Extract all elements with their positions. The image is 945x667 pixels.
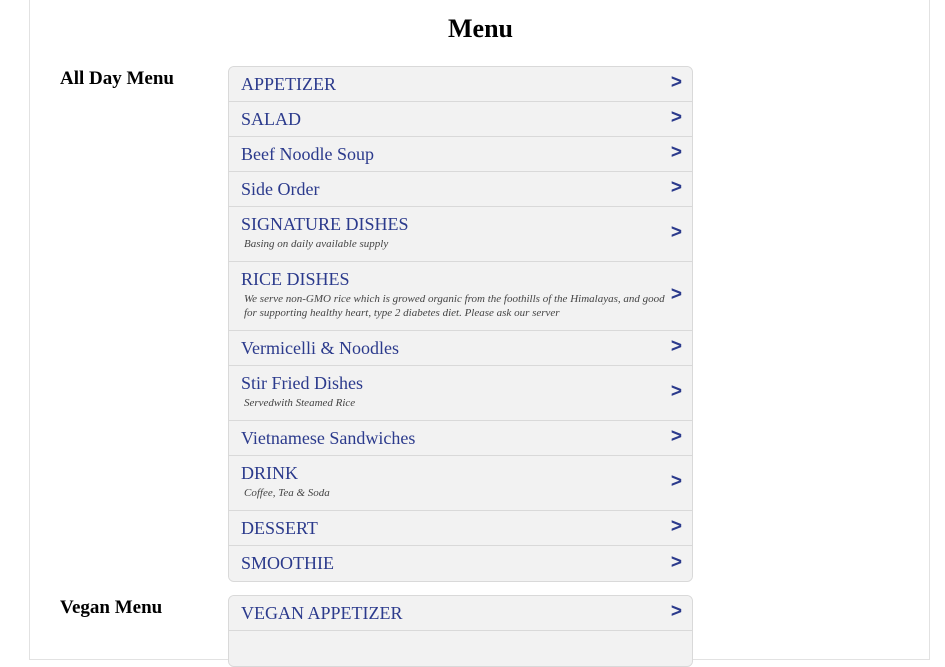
chevron-right-icon: > (670, 551, 682, 573)
category-vegan-appetizer[interactable] (229, 596, 692, 631)
category-title: VEGAN APPETIZER (241, 603, 403, 623)
category-dessert[interactable] (229, 511, 692, 546)
chevron-right-icon: > (670, 107, 682, 128)
category-drink[interactable] (229, 456, 692, 511)
category-list (228, 66, 693, 582)
chevron-right-icon: > (670, 471, 682, 492)
category-rice-dishes[interactable] (229, 262, 692, 331)
category-appetizer[interactable] (229, 67, 692, 102)
category-side-order[interactable] (229, 172, 692, 207)
category-title: Vietnamese Sandwiches (241, 428, 416, 448)
chevron-right-icon: > (670, 177, 682, 198)
section-label: Vegan Menu (60, 597, 163, 618)
category-vermicelli-noodles[interactable] (229, 331, 692, 366)
chevron-right-icon: > (670, 336, 682, 357)
category-title: Vermicelli & Noodles (241, 338, 399, 358)
chevron-right-icon: > (670, 601, 682, 622)
chevron-right-icon: > (670, 72, 682, 93)
page-title: Menu (448, 14, 513, 43)
category-smoothie[interactable] (229, 546, 692, 581)
category-title: SALAD (241, 109, 302, 129)
chevron-right-icon: > (670, 142, 682, 163)
category-description: Coffee, Tea & Soda (244, 487, 330, 499)
category-stir-fried-dishes[interactable] (229, 366, 692, 421)
category-description: Servedwith Steamed Rice (244, 397, 356, 409)
category-title: Beef Noodle Soup (241, 144, 374, 164)
category-beef-noodle-soup[interactable] (229, 137, 692, 172)
category-title: Stir Fried Dishes (241, 373, 364, 393)
chevron-right-icon: > (670, 426, 682, 447)
section-label: All Day Menu (60, 68, 174, 89)
category-title: SMOOTHIE (241, 553, 334, 573)
category-list (228, 595, 693, 667)
category-title: Side Order (241, 179, 320, 199)
category-next[interactable] (229, 631, 692, 666)
category-title: DESSERT (241, 518, 318, 538)
chevron-right-icon: > (670, 284, 682, 305)
category-signature-dishes[interactable] (229, 207, 692, 262)
chevron-right-icon: > (670, 381, 682, 402)
category-description: We serve non-GMO rice which is growed organic from the foothills of the Himalayas, and good for supporting healthy heart, type 2 diabetes diet. Please ask our server (244, 293, 665, 319)
category-title: DRINK (241, 463, 298, 483)
category-description: Basing on daily available supply (244, 238, 389, 250)
category-title: RICE DISHES (241, 269, 350, 289)
menu-page (29, 0, 930, 660)
category-title: APPETIZER (241, 74, 337, 94)
category-vietnamese-sandwiches[interactable] (229, 421, 692, 456)
chevron-right-icon: > (670, 516, 682, 537)
chevron-right-icon: > (670, 222, 682, 243)
category-salad[interactable] (229, 102, 692, 137)
category-title: SIGNATURE DISHES (241, 214, 409, 234)
